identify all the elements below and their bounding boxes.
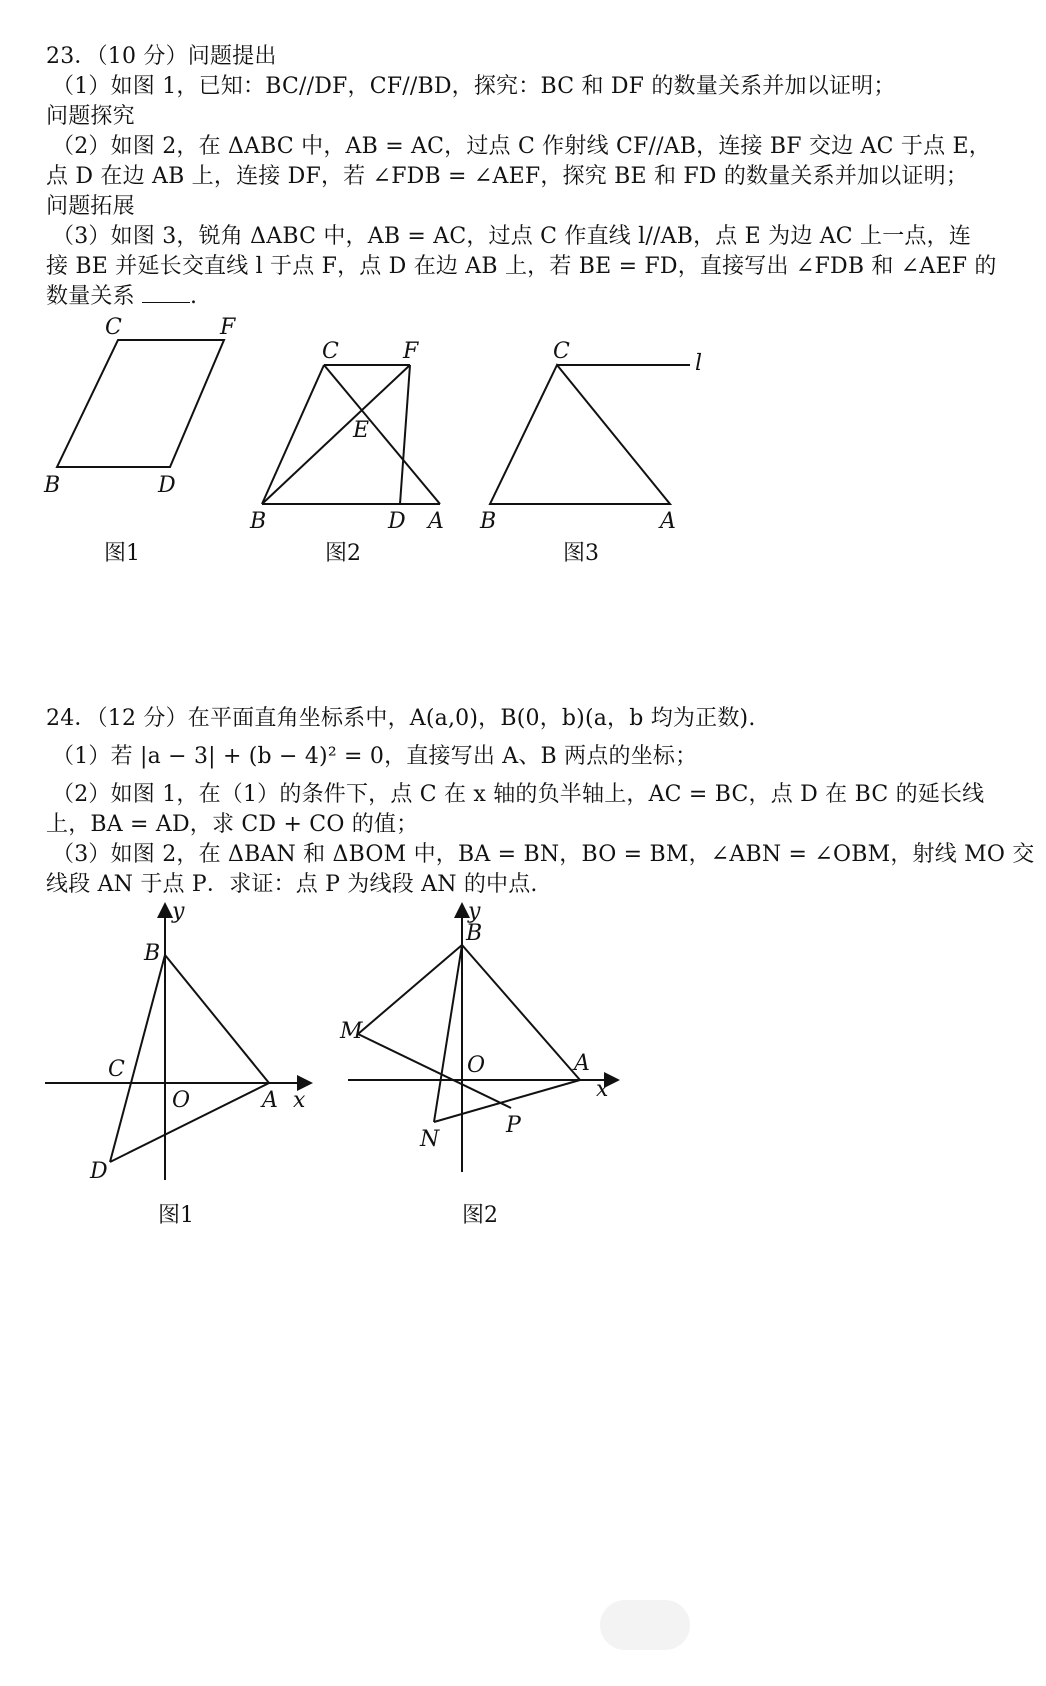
- segment-bc: [262, 365, 324, 504]
- segment-ba: [165, 955, 269, 1083]
- label-l: l: [695, 351, 703, 376]
- segment-ca: [324, 365, 440, 504]
- ray-mo: [358, 1034, 511, 1108]
- q24-part2-line2: 上，BA = AD，求 CD + CO 的值；: [46, 812, 419, 837]
- q23-figure-1: [40, 315, 240, 520]
- q24-figure-2: [340, 900, 630, 1190]
- label-b: B: [44, 473, 61, 498]
- label-a: A: [660, 509, 676, 534]
- segment-fd: [400, 365, 410, 504]
- q23-part3-line2: 接 BE 并延长交直线 l 于点 F，点 D 在边 AB 上，若 BE = FD，直接写出 ∠FDB 和 ∠AEF 的: [46, 254, 997, 279]
- q23-fig2-caption: 图2: [325, 541, 361, 566]
- label-y: y: [172, 899, 185, 924]
- label-c: C: [322, 339, 339, 364]
- label-d: D: [388, 509, 406, 534]
- answer-blank: [142, 284, 190, 303]
- q24-fig1-caption: 图1: [158, 1203, 194, 1228]
- label-y: y: [468, 899, 481, 924]
- label-a: A: [262, 1088, 278, 1113]
- q23-part3-period: .: [190, 284, 198, 309]
- label-m: M: [340, 1019, 363, 1044]
- q23-part3-line3: [46, 282, 197, 312]
- q24-part3-line1: （3）如图 2，在 ΔBAN 和 ΔBOM 中，BA = BN，BO = BM，∠ABN = ∠OBM，射线 MO 交: [52, 842, 1035, 867]
- q24-part2-line1: （2）如图 1，在（1）的条件下，点 C 在 x 轴的负半轴上，AC = BC，点 D 在 BC 的延长线: [52, 782, 985, 807]
- triangle-abc: [490, 365, 670, 504]
- label-c: C: [108, 1057, 125, 1082]
- segment-bn: [434, 945, 462, 1122]
- label-c: C: [553, 339, 570, 364]
- label-d: D: [158, 473, 176, 498]
- label-d: D: [90, 1159, 108, 1184]
- label-x: x: [596, 1077, 609, 1102]
- label-f: F: [403, 339, 419, 364]
- q23-heading-extend: 问题拓展: [46, 194, 135, 219]
- label-e: E: [353, 418, 370, 443]
- q23-part3-text: 数量关系: [46, 284, 135, 309]
- q24-part1: （1）若 |a − 3| + (b − 4)² = 0，直接写出 A、B 两点的坐标；: [52, 744, 698, 769]
- q23-part2-line1: （2）如图 2，在 ΔABC 中，AB = AC，过点 C 作射线 CF//AB，连接 BF 交边 AC 于点 E，: [52, 134, 991, 159]
- label-b: B: [144, 941, 161, 966]
- label-p: P: [506, 1113, 521, 1138]
- segment-bf: [262, 365, 410, 504]
- label-a: A: [574, 1051, 590, 1076]
- q24-part3-line2: 线段 AN 于点 P．求证：点 P 为线段 AN 的中点.: [46, 872, 538, 897]
- parallelogram-bcfd: [57, 340, 224, 467]
- label-x: x: [293, 1088, 306, 1113]
- segment-bm: [358, 945, 462, 1034]
- q23-fig1-caption: 图1: [104, 541, 140, 566]
- q23-figure-3: [480, 340, 720, 540]
- scan-smudge: [600, 1600, 690, 1650]
- label-f: F: [220, 315, 236, 340]
- q23-heading-explore: 问题探究: [46, 104, 135, 129]
- q23-part3-line1: （3）如图 3，锐角 ΔABC 中，AB = AC，过点 C 作直线 l//AB，点 E 为边 AC 上一点，连: [52, 224, 972, 249]
- q23-title: 23．（10 分）问题提出: [46, 44, 277, 69]
- label-o: O: [467, 1053, 486, 1078]
- q24-fig2-caption: 图2: [462, 1203, 498, 1228]
- label-n: N: [420, 1127, 440, 1152]
- q24-title: 24．（12 分）在平面直角坐标系中，A(a,0)，B(0，b)(a，b 均为正数).: [46, 706, 756, 731]
- q24-figure-1: [40, 900, 330, 1190]
- label-o: O: [172, 1088, 191, 1113]
- q23-figure-2: [250, 340, 470, 540]
- label-b: B: [466, 921, 483, 946]
- q23-fig3-caption: 图3: [563, 541, 599, 566]
- q23-part1: （1）如图 1，已知：BC//DF，CF//BD，探究：BC 和 DF 的数量关系并加以证明；: [52, 74, 896, 99]
- label-c: C: [105, 315, 122, 340]
- label-b: B: [250, 509, 267, 534]
- label-a: A: [428, 509, 444, 534]
- label-b: B: [480, 509, 497, 534]
- q23-part2-line2: 点 D 在边 AB 上，连接 DF，若 ∠FDB = ∠AEF，探究 BE 和 FD 的数量关系并加以证明；: [46, 164, 969, 189]
